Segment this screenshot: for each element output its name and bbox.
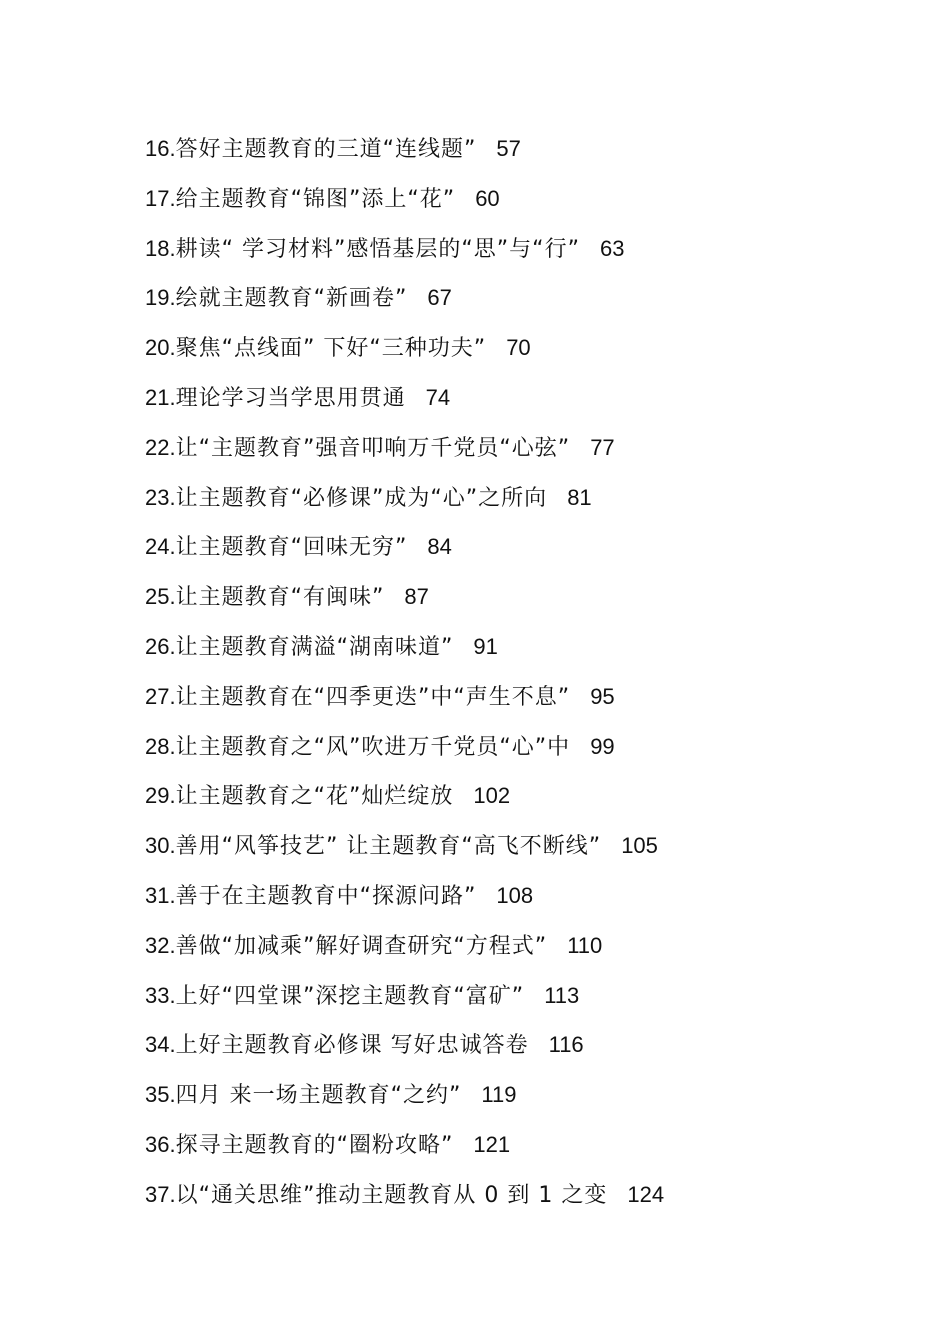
toc-entry-number: 23. — [145, 484, 176, 510]
toc-entry — [145, 174, 845, 224]
toc-entry-page: 57 — [496, 136, 521, 161]
toc-entry — [145, 323, 845, 373]
toc-entry-number: 16. — [145, 136, 176, 161]
toc-entry-number: 37. — [145, 1181, 176, 1207]
toc-entry-page: 63 — [599, 235, 625, 261]
toc-entry-title: 善用“风筝技艺” 让主题教育“高飞不断线” — [175, 834, 602, 860]
toc-entry-title: 以“通关思维”推动主题教育从 0 到 1 之变 — [175, 1182, 608, 1208]
toc-entry — [145, 1170, 845, 1220]
toc-entry-page: 99 — [590, 733, 615, 759]
toc-entry-number: 33. — [145, 982, 176, 1008]
toc-entry-page: 70 — [506, 335, 531, 361]
toc-entry-title: 让主题教育之“花”灿烂绽放 — [175, 784, 454, 810]
toc-entry-number: 24. — [145, 534, 176, 560]
toc-entry — [145, 124, 845, 174]
toc-entry — [145, 1070, 845, 1120]
toc-entry-title: 让主题教育“回味无穷” — [175, 535, 408, 561]
toc-entry — [145, 572, 845, 622]
toc-entry — [145, 273, 845, 323]
toc-entry-title: 绘就主题教育“新画卷” — [175, 286, 408, 312]
toc-entry-number: 21. — [145, 384, 176, 410]
toc-entry-number: 32. — [145, 932, 176, 958]
toc-entry-title: 善于在主题教育中“探源问路” — [175, 883, 477, 909]
toc-entry-page: 74 — [425, 384, 451, 410]
toc-entry-title: 让主题教育满溢“湖南味道” — [175, 634, 454, 660]
toc-entry-title: 探寻主题教育的“圈粉攻略” — [175, 1132, 454, 1158]
toc-entry-number: 29. — [145, 783, 176, 809]
toc-entry-page: 102 — [473, 783, 511, 809]
toc-entry-page: 91 — [473, 633, 498, 659]
toc-entry-page: 119 — [481, 1082, 517, 1108]
toc-entry-page: 77 — [590, 434, 615, 460]
toc-entry-title: 四月 来一场主题教育“之约” — [175, 1083, 462, 1109]
toc-entry-title: 让主题教育在“四季更迭”中“声生不息” — [175, 684, 571, 710]
toc-entry-number: 35. — [145, 1082, 176, 1108]
toc-entry-page: 108 — [496, 882, 534, 908]
toc-entry-page: 95 — [590, 683, 615, 709]
toc-entry-title: 理论学习当学思用贯通 — [175, 385, 406, 411]
toc-entry — [145, 971, 845, 1021]
toc-entry-page: 105 — [621, 833, 658, 859]
toc-entry-number: 34. — [145, 1032, 176, 1058]
toc-entry-number: 30. — [145, 833, 176, 859]
toc-entry-page: 116 — [548, 1032, 584, 1058]
toc-entry-page: 124 — [627, 1181, 665, 1207]
toc-entry — [145, 473, 845, 523]
toc-entry-title: 让“主题教育”强音叩响万千党员“心弦” — [175, 435, 571, 461]
toc-entry-title: 聚焦“点线面” 下好“三种功夫” — [175, 336, 487, 362]
toc-entry — [145, 672, 845, 722]
toc-entry-number: 25. — [145, 584, 176, 610]
toc-entry-page: 87 — [404, 584, 429, 610]
toc-entry — [145, 522, 845, 572]
toc-entry-title: 让主题教育“必修课”成为“心”之所向 — [175, 485, 548, 511]
toc-entry-number: 28. — [145, 733, 176, 759]
toc-entry-page: 121 — [473, 1131, 511, 1157]
toc-entry — [145, 622, 845, 672]
toc-entry — [145, 921, 845, 971]
toc-entry — [145, 722, 845, 772]
toc-entry — [145, 373, 845, 423]
toc-entry — [145, 1120, 845, 1170]
toc-entry-page: 110 — [567, 932, 603, 958]
toc-entry-number: 27. — [145, 683, 176, 709]
toc-entry-number: 20. — [145, 335, 176, 361]
toc-entry-title: 让主题教育“有闽味” — [175, 585, 385, 611]
toc-entry — [145, 224, 845, 274]
toc-entry-page: 67 — [427, 285, 452, 311]
toc-entry — [145, 423, 845, 473]
toc-entry-title: 上好主题教育必修课 写好忠诚答卷 — [175, 1033, 529, 1059]
toc-entry-page: 84 — [427, 534, 452, 560]
toc-entry-number: 18. — [145, 235, 176, 261]
toc-entry-title: 善做“加减乘”解好调查研究“方程式” — [175, 933, 548, 959]
table-of-contents — [145, 124, 845, 1220]
toc-entry-number: 26. — [145, 633, 176, 659]
toc-entry-number: 19. — [145, 285, 176, 311]
toc-entry — [145, 1020, 845, 1070]
toc-entry-number: 17. — [145, 185, 176, 211]
toc-entry-title: 上好“四堂课”深挖主题教育“富矿” — [175, 983, 525, 1009]
toc-entry-number: 22. — [145, 434, 176, 460]
toc-entry-title: 耕读“ 学习材料”感悟基层的“思”与“行” — [175, 236, 580, 262]
toc-entry — [145, 821, 845, 871]
toc-entry — [145, 771, 845, 821]
toc-entry-title: 给主题教育“锦图”添上“花” — [175, 186, 456, 212]
toc-entry-page: 113 — [544, 982, 580, 1008]
toc-entry-page: 60 — [475, 185, 500, 211]
toc-entry-title: 答好主题教育的三道“连线题” — [175, 137, 477, 162]
toc-entry-number: 36. — [145, 1131, 176, 1157]
toc-entry-number: 31. — [145, 882, 176, 908]
toc-entry-page: 81 — [567, 484, 592, 510]
toc-entry-title: 让主题教育之“风”吹进万千党员“心”中 — [175, 734, 571, 760]
toc-entry — [145, 871, 845, 921]
